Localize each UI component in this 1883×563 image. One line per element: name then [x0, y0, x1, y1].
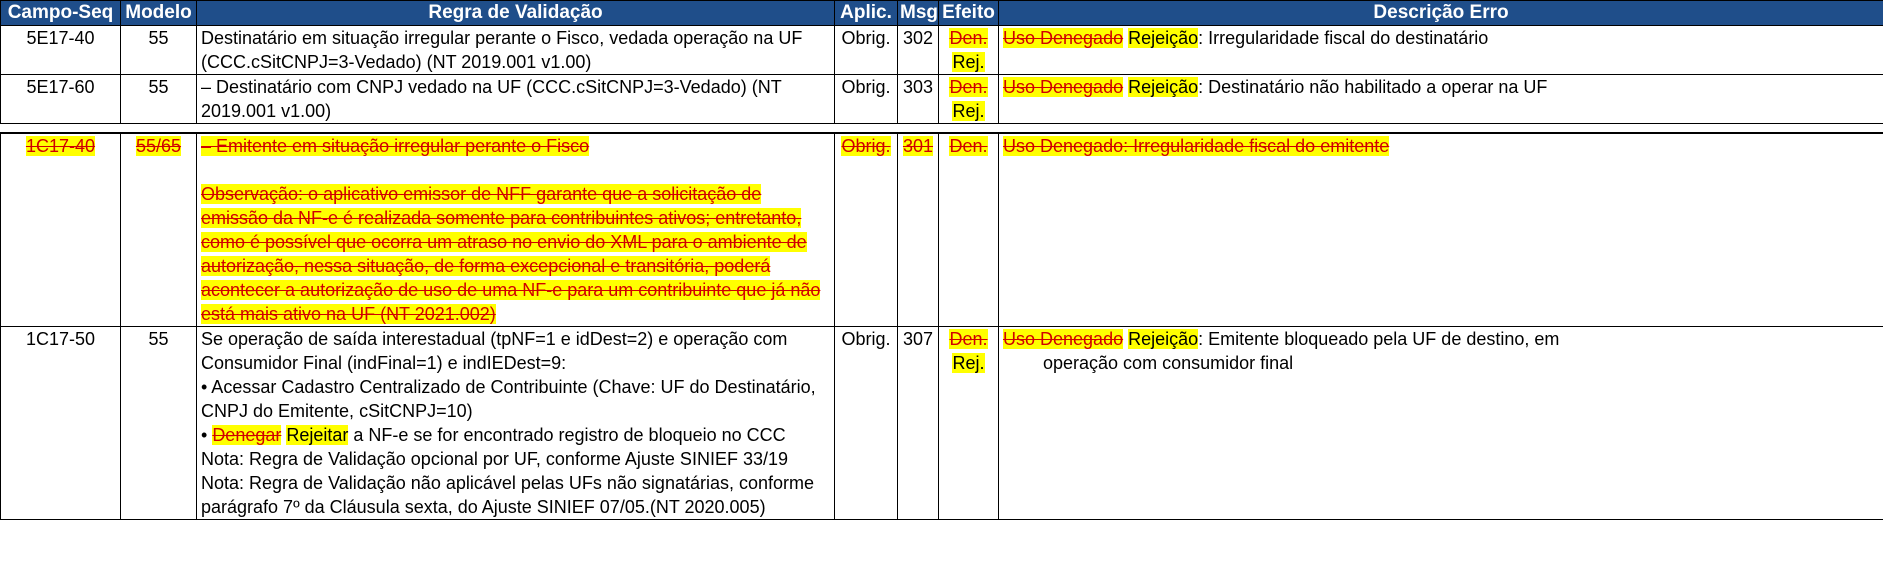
- campo-seq-cell: 5E17-60: [1, 75, 121, 124]
- nota-1: Nota: Regra de Validação opcional por UF, conforme Ajuste SINIEF 33/19: [201, 449, 788, 469]
- efeito-cell: [939, 75, 999, 124]
- desc-rest: : Irregularidade fiscal do destinatário: [1198, 28, 1489, 48]
- descricao-cell: [999, 26, 1883, 75]
- descricao-cell: [999, 133, 1883, 327]
- regra-cell: [197, 133, 835, 327]
- regra-bullet-2: [201, 423, 830, 447]
- regra-intro: Se operação de saída interestadual (tpNF=1 e idDest=2) e operação com Consumidor Final (indFinal=1) e indIEDest=9:: [201, 329, 788, 373]
- col-header-campo-seq: Campo-Seq: [1, 1, 121, 26]
- efeito-old: Den.: [949, 329, 988, 349]
- bullet-rest: a NF-e se for encontrado registro de bloqueio no CCC: [348, 425, 786, 445]
- campo-seq-text: 1C17-40: [25, 136, 96, 156]
- modelo-cell: 55: [121, 327, 197, 520]
- aplic-text: Obrig.: [841, 136, 891, 156]
- desc-new: Rejeição: [1128, 329, 1199, 349]
- msg-cell: 307: [898, 327, 939, 520]
- table-row: [1, 327, 1883, 520]
- aplic-cell: Obrig.: [835, 327, 898, 520]
- efeito-cell: [939, 133, 999, 327]
- regra-bullet-1: • Acessar Cadastro Centralizado de Contribuinte (Chave: UF do Destinatário, CNPJ do Emitente, cSitCNPJ=10): [201, 377, 816, 421]
- msg-text: 301: [902, 136, 934, 156]
- col-header-msg: Msg: [898, 1, 939, 26]
- desc-text: Uso Denegado: Irregularidade fiscal do emitente: [1003, 136, 1390, 156]
- header-row: [1, 1, 1883, 26]
- bullet-new: Rejeitar: [286, 425, 349, 445]
- regra-text: – Emitente em situação irregular perante o Fisco: [201, 136, 590, 156]
- modelo-cell: 55: [121, 75, 197, 124]
- desc-old: Uso Denegado: [1003, 77, 1124, 97]
- campo-seq-cell: 1C17-50: [1, 327, 121, 520]
- col-header-efeito: Efeito: [939, 1, 999, 26]
- efeito-cell: [939, 327, 999, 520]
- table-row: [1, 75, 1883, 124]
- modelo-text: 55/65: [135, 136, 182, 156]
- campo-seq-cell: [1, 133, 121, 327]
- bullet-old: Denegar: [212, 425, 282, 445]
- regra-cell: [197, 327, 835, 520]
- efeito-new: Rej.: [952, 353, 985, 373]
- msg-cell: 302: [898, 26, 939, 75]
- table-row: [1, 133, 1883, 327]
- efeito-cell: [939, 26, 999, 75]
- efeito-new: Rej.: [952, 52, 985, 72]
- regra-cell: – Destinatário com CNPJ vedado na UF (CCC.cSitCNPJ=3-Vedado) (NT 2019.001 v1.00): [197, 75, 835, 124]
- observacao-text: Observação: o aplicativo emissor de NFF garante que a solicitação de emissão da NF-e é realizada somente para contribuintes ativos; entretanto, como é possível que ocorra um atraso no envio do XML para o ambiente de autorização, nessa situação, de forma excepcional e transitória, poderá acontecer a autorização de uso de uma NF-e para um contribuinte que já não está mais ativo na UF (NT 2021.002): [201, 184, 821, 324]
- efeito-new: Rej.: [952, 101, 985, 121]
- desc-new: Rejeição: [1128, 77, 1199, 97]
- descricao-cell: [999, 327, 1883, 520]
- row-separator: [1, 124, 1883, 134]
- aplic-cell: [835, 133, 898, 327]
- desc-old: Uso Denegado: [1003, 28, 1124, 48]
- efeito-old: Den.: [949, 77, 988, 97]
- desc-rest: : Emitente bloqueado pela UF de destino, em: [1198, 329, 1560, 349]
- desc-old: Uso Denegado: [1003, 329, 1124, 349]
- regra-cell: Destinatário em situação irregular perante o Fisco, vedada operação na UF (CCC.cSitCNPJ=3-Vedado) (NT 2019.001 v1.00): [197, 26, 835, 75]
- desc-rest: : Destinatário não habilitado a operar na UF: [1198, 77, 1548, 97]
- col-header-regra: Regra de Validação: [197, 1, 835, 26]
- campo-seq-cell: 5E17-40: [1, 26, 121, 75]
- desc-cont: operação com consumidor final: [1043, 353, 1294, 373]
- table-row: [1, 26, 1883, 75]
- col-header-modelo: Modelo: [121, 1, 197, 26]
- col-header-aplic: Aplic.: [835, 1, 898, 26]
- msg-cell: 303: [898, 75, 939, 124]
- msg-cell: [898, 133, 939, 327]
- col-header-descricao: Descrição Erro: [999, 1, 1883, 26]
- nota-2: Nota: Regra de Validação não aplicável pelas UFs não signatárias, conforme parágrafo 7º da Cláusula sexta, do Ajuste SINIEF 07/05.(NT 2020.005): [201, 473, 815, 517]
- modelo-cell: 55: [121, 26, 197, 75]
- bullet-prefix: •: [201, 425, 213, 445]
- aplic-cell: Obrig.: [835, 26, 898, 75]
- descricao-cell: [999, 75, 1883, 124]
- efeito-text: Den.: [949, 136, 988, 156]
- efeito-old: Den.: [949, 28, 988, 48]
- desc-new: Rejeição: [1128, 28, 1199, 48]
- modelo-cell: [121, 133, 197, 327]
- aplic-cell: Obrig.: [835, 75, 898, 124]
